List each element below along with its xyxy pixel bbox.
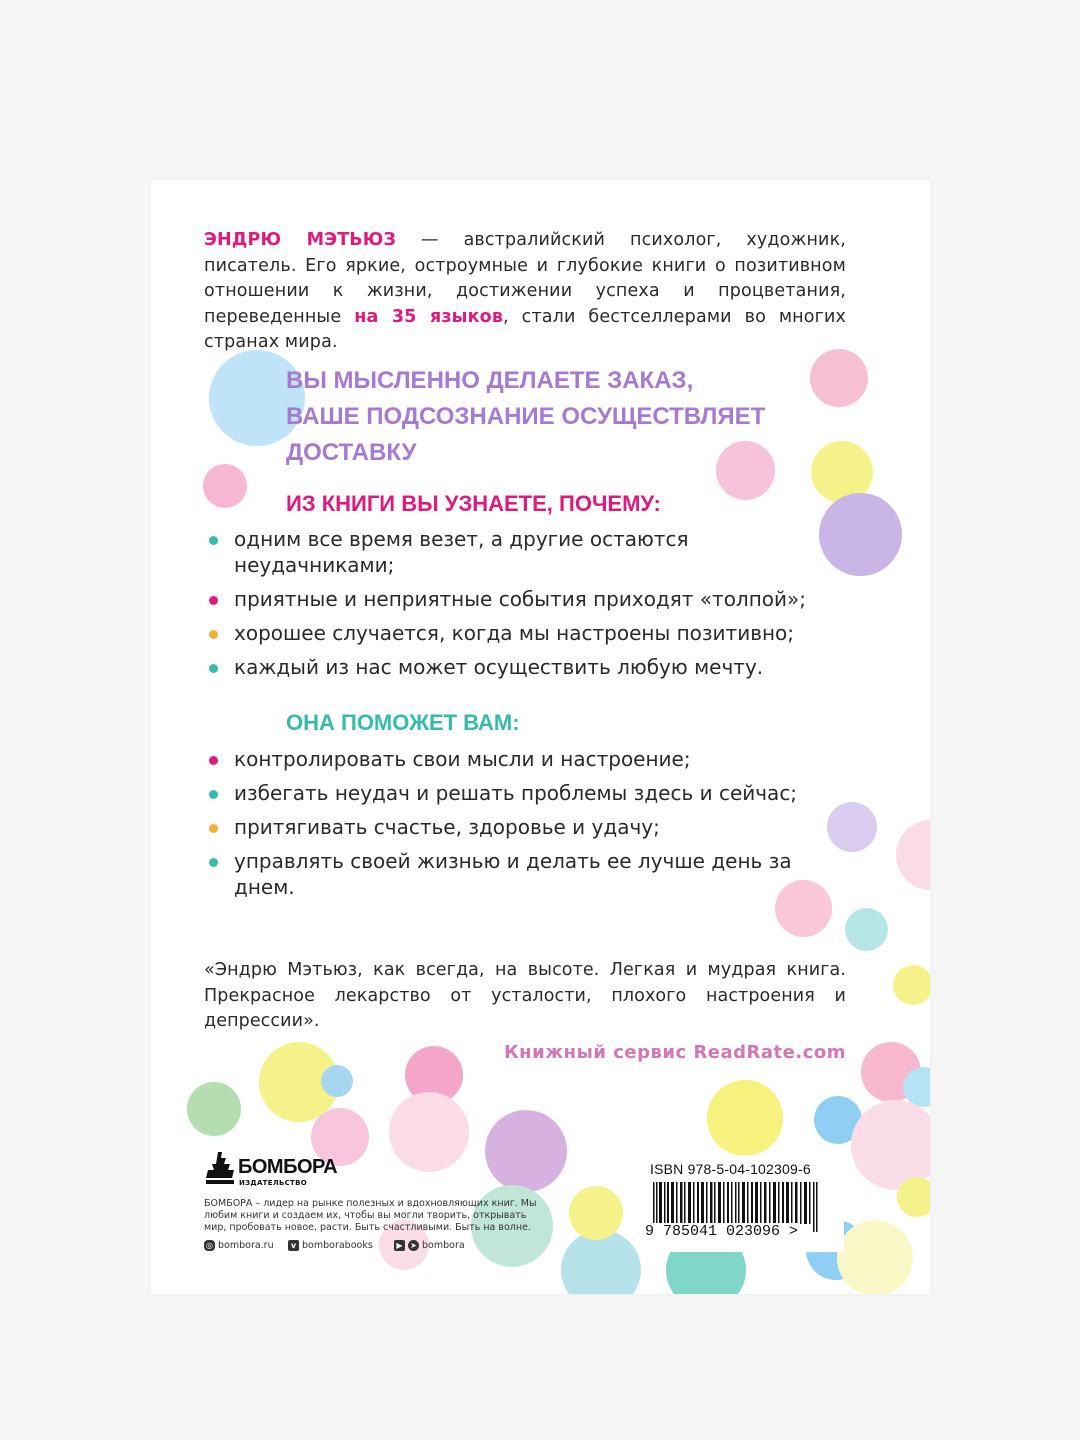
learn-heading: ИЗ КНИГИ ВЫ УЗНАЕТЕ, ПОЧЕМУ:	[286, 491, 661, 516]
youtube-icon: ▶	[394, 1240, 405, 1251]
review-quote: «Эндрю Мэтьюз, как всегда, на высоте. Легкая и мудрая книга. Прекрасное лекарство от усталости, плохого настроения и депрессии».	[204, 960, 846, 1031]
decor-dot	[321, 1065, 353, 1097]
decor-dot	[187, 1082, 241, 1136]
instagram-icon: ◎	[204, 1240, 215, 1251]
list-item: каждый из нас может осуществить любую мечту.	[204, 654, 844, 680]
vk-icon: v	[288, 1240, 299, 1251]
decor-dot	[389, 1092, 469, 1172]
list-item: приятные и неприятные события приходят «толпой»;	[204, 586, 844, 612]
bullet-dot	[209, 858, 218, 867]
list-item: хорошее случается, когда мы настроены позитивно;	[204, 620, 844, 646]
quote-source: Книжный сервис ReadRate.com	[503, 1042, 846, 1063]
decor-dot	[707, 1080, 783, 1156]
languages-highlight: на 35 языков	[354, 306, 504, 327]
author-name: ЭНДРЮ МЭТЬЮЗ	[204, 230, 397, 250]
bullet-dot	[209, 630, 218, 639]
publisher-subtitle: ИЗДАТЕЛЬСТВО	[239, 1179, 307, 1187]
decor-dot	[569, 1186, 623, 1240]
list-item: управлять своей жизнью и делать ее лучше день за днем.	[204, 848, 844, 900]
bullet-dot	[209, 664, 218, 673]
decor-dot	[203, 464, 247, 508]
social-instagram[interactable]: ◎ bombora.ru	[206, 1240, 274, 1251]
isbn-label: ISBN 978-5-04-102309-6	[650, 1161, 811, 1177]
bullet-dot	[209, 756, 218, 765]
list-item: избегать неудач и решать проблемы здесь и сейчас;	[204, 780, 844, 806]
list-item: одним все время везет, а другие остаются неудачниками;	[204, 526, 844, 578]
publisher-about: БОМБОРА – лидер на рынке полезных и вдохновляющих книг. Мы любим книги и создаем их, чтобы вы могли творить, открывать мир, пробовать новое, расти. Быть счастливыми. Быть на волне.	[204, 1198, 537, 1233]
list-item: контролировать свои мысли и настроение;	[204, 746, 844, 772]
decor-dot	[561, 1230, 641, 1294]
social-youtube-telegram[interactable]: ▶ ➤ bombora	[394, 1240, 465, 1251]
bullet-dot	[209, 824, 218, 833]
bullet-dot	[209, 596, 218, 605]
isbn-barcode	[644, 1155, 844, 1252]
decor-dot	[485, 1110, 567, 1192]
decor-dot	[893, 965, 930, 1005]
help-list	[204, 746, 844, 908]
bomb-logo-icon	[204, 1150, 236, 1186]
intro-text-end: , стали бестселлерами во многих странах мира.	[204, 306, 847, 352]
book-back-cover	[151, 180, 930, 1294]
decor-dot	[897, 1177, 930, 1217]
barcode-digits: 9 785041 023096 >	[645, 1223, 799, 1240]
headline-line: ДОСТАВКУ	[286, 439, 417, 466]
headline	[286, 363, 846, 471]
list-item: притягивать счастье, здоровье и удачу;	[204, 814, 844, 840]
author-intro	[204, 228, 846, 356]
headline-line: ВЫ МЫСЛЕННО ДЕЛАЕТЕ ЗАКАЗ,	[286, 367, 694, 394]
decor-dot	[896, 820, 930, 890]
social-vk[interactable]: v bomborabooks	[288, 1240, 373, 1251]
intro-text: — австралийский психолог, художник, писатель. Его яркие, остроумные и глубокие книги о позитивном отношении к жизни, достижении успеха и процветания, переведенные	[204, 230, 847, 327]
headline-line: ВАШЕ ПОДСОЗНАНИЕ ОСУЩЕСТВЛЯЕТ	[286, 403, 766, 430]
publisher-name: БОМБОРА	[238, 1156, 338, 1178]
decor-dot	[845, 908, 888, 951]
telegram-icon: ➤	[408, 1240, 419, 1251]
bullet-dot	[209, 790, 218, 799]
publisher-logo	[204, 1150, 338, 1190]
decor-dot	[837, 1220, 913, 1294]
help-heading: ОНА ПОМОЖЕТ ВАМ:	[286, 710, 520, 735]
learn-list	[204, 526, 844, 688]
bullet-dot	[209, 536, 218, 545]
